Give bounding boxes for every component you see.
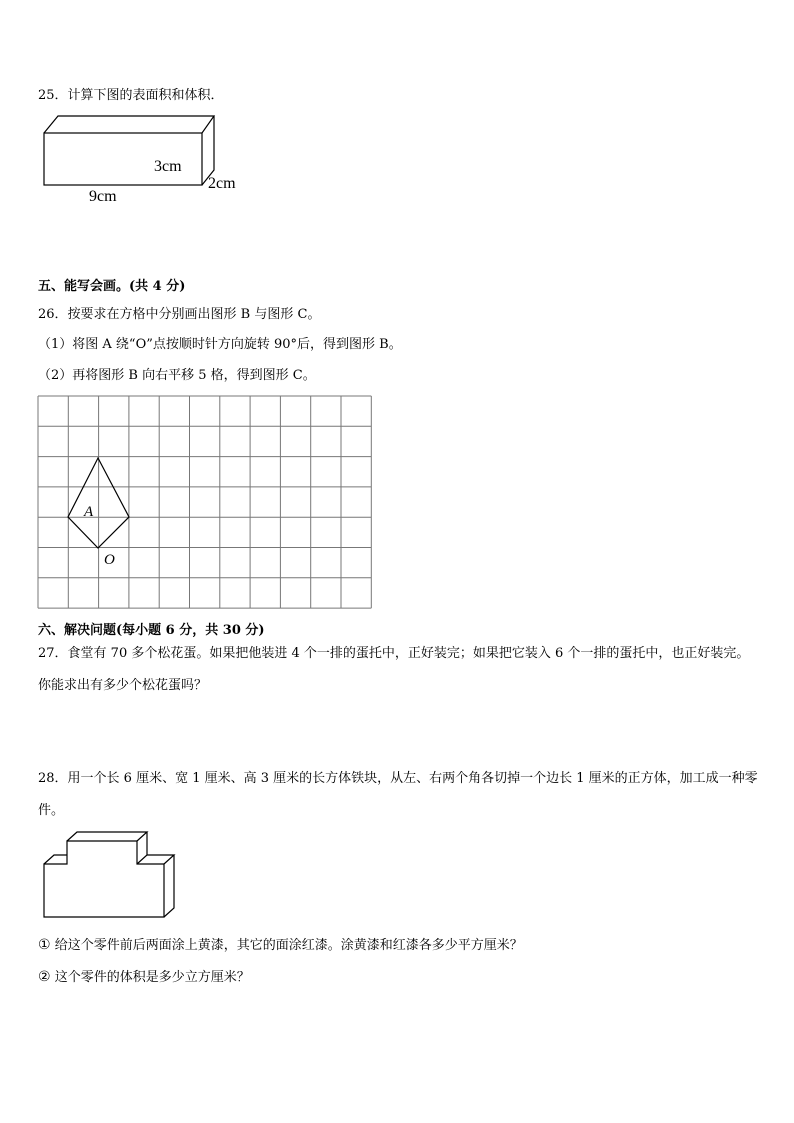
part-top-edges — [44, 855, 67, 864]
item-2-marker: ② — [38, 969, 51, 985]
label-length-9cm: 9cm — [89, 188, 117, 205]
question-26-sub2: （2）再将图形 B 向右平移 5 格，得到图形 C。 — [38, 368, 316, 383]
item-1-text: 给这个零件前后两面涂上黄漆，其它的面涂红漆。涂黄漆和红漆各多少平方厘米？ — [54, 938, 523, 953]
question-28-text: 28．用一个长 6 厘米、宽 1 厘米、高 3 厘米的长方体铁块，从左、右两个角各切掉一个边长 1 厘米的正方体，加工成一种零件。 — [38, 771, 758, 818]
question-28-item-2 — [38, 966, 250, 985]
section-5-heading: 五、能写会画。(共 4 分) — [38, 279, 186, 294]
item-1-marker: ① — [38, 937, 51, 953]
question-27-text: 27．食堂有 70 多个松花蛋。如果把他装进 4 个一排的蛋托中，正好装完；如果把它装入 6 个一排的蛋托中，也正好装完。你能求出有多少个松花蛋吗？ — [38, 646, 750, 693]
shape-a-label: A — [84, 504, 94, 520]
label-width-2cm: 2cm — [208, 175, 236, 192]
part-side-edges — [164, 855, 174, 917]
question-25-text: 25．计算下图的表面积和体积． — [38, 88, 224, 103]
question-26-sub1: （1）将图 A 绕“O”点按顺时针方向旋转 90°后，得到图形 B。 — [38, 337, 402, 352]
question-28-item-1 — [38, 934, 523, 953]
point-o-label: O — [104, 552, 115, 568]
label-height-3cm: 3cm — [154, 158, 182, 175]
section-6-heading: 六、解决问题(每小题 6 分，共 30 分) — [38, 623, 265, 638]
part-front-face — [44, 841, 164, 917]
item-2-text: 这个零件的体积是多少立方厘米？ — [54, 970, 250, 985]
question-26-text: 26．按要求在方格中分别画出图形 B 与图形 C。 — [38, 307, 321, 322]
